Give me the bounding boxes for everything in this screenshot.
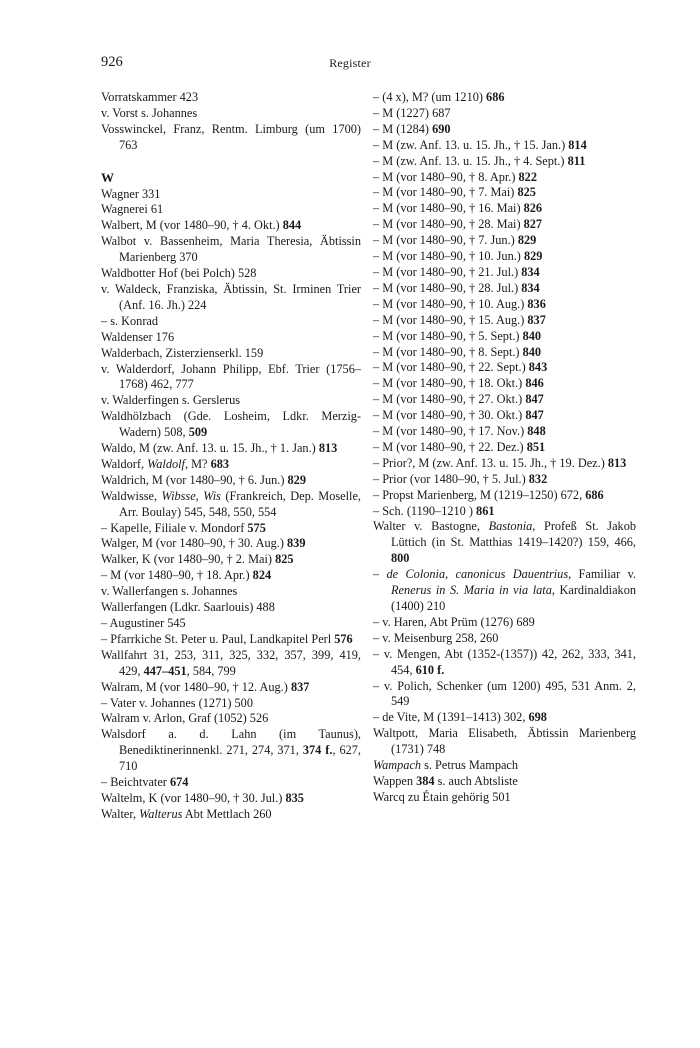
index-entry: – Propst Marienberg, M (1219–1250) 672, 686 — [373, 487, 604, 502]
index-entry: v. Vorst s. Johannes — [101, 105, 198, 120]
index-entry: – s. Konrad — [101, 313, 159, 328]
index-entry: Walsdorf a. d. Lahn (im Taunus), Benediktinerinnenkl. 271, 274, 371, 374 f., 627, 710 — [101, 727, 361, 774]
index-entry: – de Vite, M (1391–1413) 302, 698 — [373, 710, 547, 725]
index-entry: Walbot v. Bassenheim, Maria Theresia, Äbtissin Marienberg 370 — [101, 234, 361, 265]
index-entry: – M (vor 1480–90, † 8. Apr.) 822 — [373, 169, 537, 184]
page-number: 926 — [101, 54, 123, 70]
index-entry: – v. Polich, Schenker (um 1200) 495, 531 Anm. 2, 549 — [373, 678, 636, 709]
index-entry: – M (vor 1480–90, † 30. Okt.) 847 — [373, 408, 544, 423]
index-entry: v. Walderdorf, Johann Philipp, Ebf. Trier (1756–1768) 462, 777 — [101, 361, 361, 392]
index-entry: – M (vor 1480–90, † 17. Nov.) 848 — [373, 424, 546, 439]
index-entry: – M (1227) 687 — [373, 105, 451, 120]
index-entry: – M (vor 1480–90, † 10. Jun.) 829 — [373, 249, 543, 264]
index-entry: Waldwisse, Wibsse, Wis (Frankreich, Dep. Moselle, Arr. Boulay) 545, 548, 550, 554 — [101, 488, 361, 519]
index-entry: v. Walderfingen s. Gerslerus — [101, 393, 241, 408]
index-entry: Walker, K (vor 1480–90, † 2. Mai) 825 — [101, 552, 294, 567]
index-entry: Waldbotter Hof (bei Polch) 528 — [101, 266, 257, 281]
index-column-left — [101, 90, 361, 823]
index-entry: – M (vor 1480–90, † 21. Jul.) 834 — [373, 264, 540, 279]
index-entry: Warcq zu Étain gehörig 501 — [373, 789, 511, 804]
index-entry: – M (vor 1480–90, † 18. Apr.) 824 — [101, 568, 272, 583]
index-entry: – Sch. (1190–1210 ) 861 — [373, 503, 495, 518]
index-entry: Waldrich, M (vor 1480–90, † 6. Jun.) 829 — [101, 472, 306, 487]
index-entry: Wagner 331 — [101, 186, 161, 201]
index-entry: Waldo, M (zw. Anf. 13. u. 15. Jh., † 1. Jan.) 813 — [101, 441, 338, 456]
index-entry: Wallerfangen (Ldkr. Saarlouis) 488 — [101, 600, 275, 615]
index-entry: Walger, M (vor 1480–90, † 30. Aug.) 839 — [101, 536, 306, 551]
index-entry: Wappen 384 s. auch Abtsliste — [373, 773, 518, 788]
index-entry: – Pfarrkiche St. Peter u. Paul, Landkapitel Perl 576 — [101, 631, 353, 646]
index-entry: – M (vor 1480–90, † 22. Sept.) 843 — [373, 360, 548, 375]
index-entry: – M (vor 1480–90, † 16. Mai) 826 — [373, 201, 543, 216]
index-entry: Walderbach, Zisterzienserkl. 159 — [101, 345, 264, 360]
index-entry: – M (vor 1480–90, † 7. Mai) 825 — [373, 185, 536, 200]
index-entry: – M (vor 1480–90, † 8. Sept.) 840 — [373, 344, 542, 359]
index-entry: – M (vor 1480–90, † 5. Sept.) 840 — [373, 328, 542, 343]
index-entry: – Vater v. Johannes (1271) 500 — [101, 695, 253, 710]
index-entry: – M (vor 1480–90, † 28. Mai) 827 — [373, 217, 543, 232]
index-entry: – v. Haren, Abt Prüm (1276) 689 — [373, 614, 535, 629]
index-column-right — [373, 90, 636, 806]
index-entry: Walbert, M (vor 1480–90, † 4. Okt.) 844 — [101, 218, 302, 233]
index-entry: Walram v. Arlon, Graf (1052) 526 — [101, 711, 269, 726]
index-entry: – v. Meisenburg 258, 260 — [373, 630, 499, 645]
index-entry: v. Wallerfangen s. Johannes — [101, 584, 238, 599]
index-entry: v. Waldeck, Franziska, Äbtissin, St. Irminen Trier (Anf. 16. Jh.) 224 — [101, 281, 361, 312]
index-entry: – M (vor 1480–90, † 22. Dez.) 851 — [373, 439, 546, 454]
index-entry: – M (vor 1480–90, † 10. Aug.) 836 — [373, 296, 546, 311]
index-entry: – de Colonia, canonicus Dauentrius, Familiar v. Renerus in S. Maria in via lata, Kardinaldiakon (1400) 210 — [373, 567, 636, 613]
index-entry: Waldenser 176 — [101, 329, 175, 344]
index-entry: – Prior?, M (zw. Anf. 13. u. 15. Jh., † 19. Dez.) 813 — [373, 455, 627, 470]
index-entry: – M (zw. Anf. 13. u. 15. Jh., † 15. Jan.) 814 — [373, 137, 587, 152]
section-letter: W — [101, 169, 114, 185]
index-entry: – Kapelle, Filiale v. Mondorf 575 — [101, 520, 266, 535]
running-head: Register — [329, 56, 371, 70]
index-entry: Wampach s. Petrus Mampach — [373, 758, 519, 773]
index-entry: Waltpott, Maria Elisabeth, Äbtissin Marienberg (1731) 748 — [373, 726, 636, 757]
index-entry: – M (vor 1480–90, † 18. Okt.) 846 — [373, 376, 544, 391]
index-entry: Vosswinckel, Franz, Rentm. Limburg (um 1700) 763 — [101, 121, 361, 152]
index-entry: – Beichtvater 674 — [101, 775, 189, 790]
index-entry: – M (vor 1480–90, † 15. Aug.) 837 — [373, 312, 546, 327]
index-entry: Walter, Walterus Abt Mettlach 260 — [101, 806, 272, 821]
index-entry: – M (zw. Anf. 13. u. 15. Jh., † 4. Sept.) 811 — [373, 153, 586, 168]
index-entry: Walter v. Bastogne, Bastonia, Profeß St. Jakob Lüttich (in St. Matthias 1419–1420?) 159, 466, 800 — [373, 519, 636, 566]
index-entry: – M (vor 1480–90, † 27. Okt.) 847 — [373, 392, 544, 407]
index-entry: – M (vor 1480–90, † 7. Jun.) 829 — [373, 233, 537, 248]
index-entry: Waltelm, K (vor 1480–90, † 30. Jul.) 835 — [101, 790, 304, 805]
index-entry: – Prior (vor 1480–90, † 5. Jul.) 832 — [373, 471, 548, 486]
index-entry: – v. Mengen, Abt (1352-(1357)) 42, 262, 333, 341, 454, 610 f. — [373, 646, 636, 677]
index-entry: Vorratskammer 423 — [101, 90, 199, 104]
index-entry: Waldhölzbach (Gde. Losheim, Ldkr. Merzig-Wadern) 508, 509 — [101, 409, 361, 440]
index-entry: – M (1284) 690 — [373, 121, 451, 136]
index-entry: – M (vor 1480–90, † 28. Jul.) 834 — [373, 280, 540, 295]
index-entry: – (4 x), M? (um 1210) 686 — [373, 90, 505, 104]
index-entry: – Augustiner 545 — [101, 616, 186, 630]
index-entry: Walram, M (vor 1480–90, † 12. Aug.) 837 — [101, 679, 310, 694]
index-entry: Wallfahrt 31, 253, 311, 325, 332, 357, 399, 419, 429, 447–451, 584, 799 — [101, 647, 361, 678]
index-entry: Wagnerei 61 — [101, 202, 164, 217]
index-entry: Waldorf, Waldolf, M? 683 — [101, 456, 230, 471]
